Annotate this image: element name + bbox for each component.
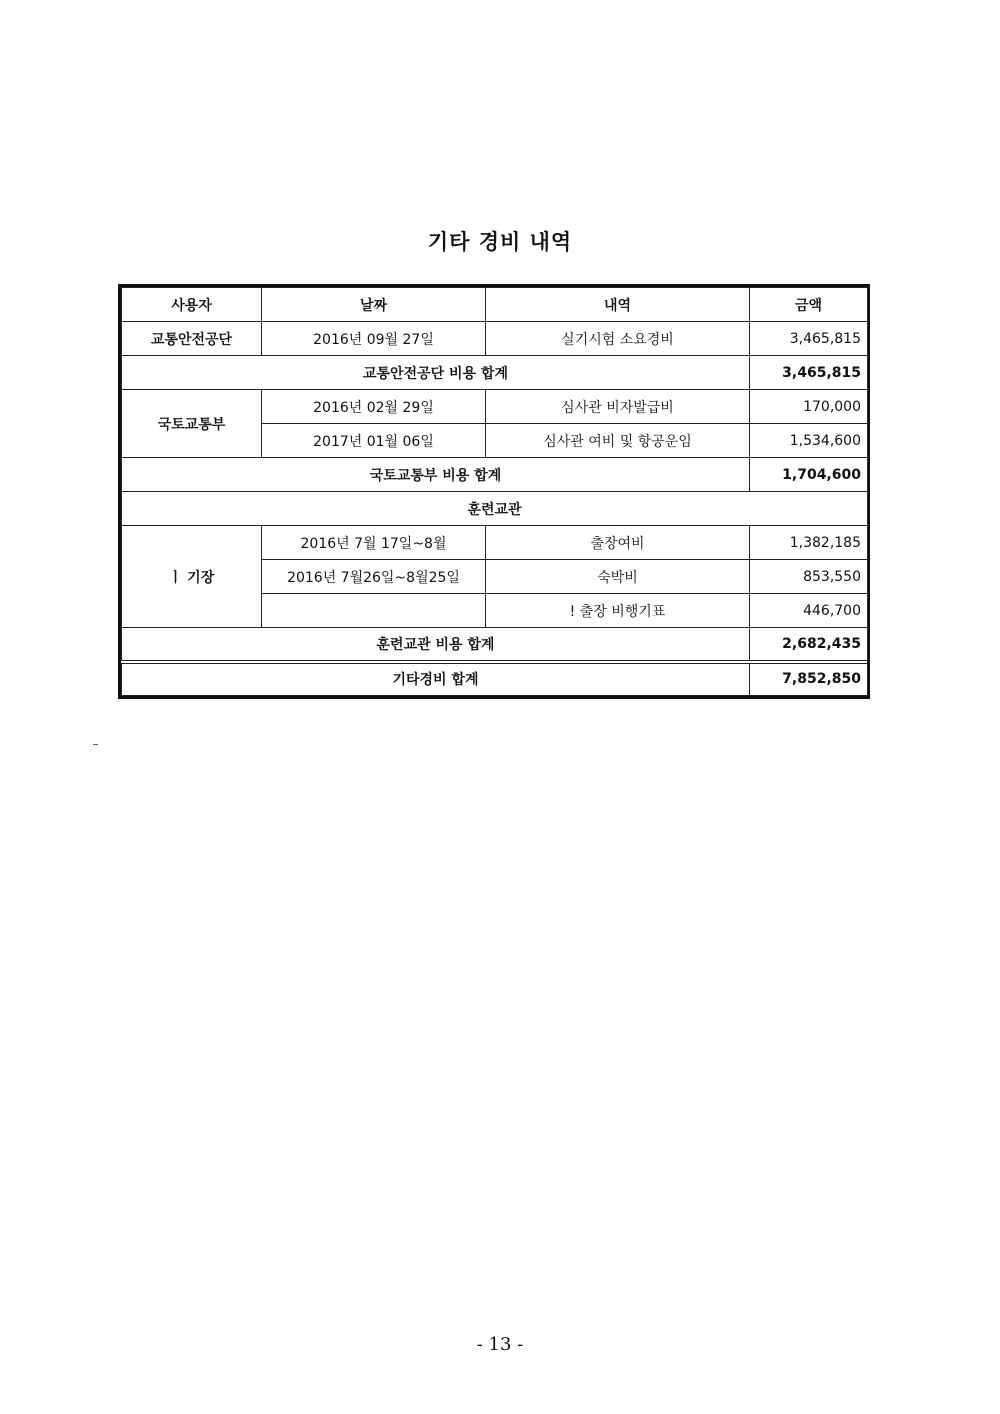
- amount-cell: 1,534,600: [750, 424, 868, 458]
- table-header-row: [122, 288, 868, 322]
- user-cell: 교통안전공단: [122, 322, 262, 356]
- expense-table: [118, 284, 870, 699]
- subtotal-amount: 1,704,600: [750, 458, 868, 492]
- user-cell: ㅣ 기장: [122, 526, 262, 628]
- date-cell: 2016년 09월 27일: [262, 322, 486, 356]
- subtotal-label: 훈련교관 비용 합계: [122, 628, 750, 662]
- header-description: 내역: [486, 288, 750, 322]
- subtotal-row: [122, 356, 868, 390]
- header-amount: 금액: [750, 288, 868, 322]
- user-cell: 국토교통부: [122, 390, 262, 458]
- section-header-row: [122, 492, 868, 526]
- date-cell: 2016년 02월 29일: [262, 390, 486, 424]
- description-cell: 실기시험 소요경비: [486, 322, 750, 356]
- scan-artifact: [93, 744, 98, 745]
- page-number: - 13 -: [476, 1334, 524, 1355]
- description-cell: 심사관 여비 및 항공운임: [486, 424, 750, 458]
- subtotal-label: 국토교통부 비용 합계: [122, 458, 750, 492]
- subtotal-amount: 2,682,435: [750, 628, 868, 662]
- table-row: [122, 390, 868, 424]
- grand-total-amount: 7,852,850: [750, 662, 868, 696]
- date-cell: [262, 594, 486, 628]
- amount-cell: 446,700: [750, 594, 868, 628]
- table-row: [122, 322, 868, 356]
- table-row: [122, 526, 868, 560]
- date-cell: 2016년 7월 17일~8월: [262, 526, 486, 560]
- document-title: 기타 경비 내역: [427, 230, 573, 254]
- subtotal-row: [122, 628, 868, 662]
- subtotal-label: 교통안전공단 비용 합계: [122, 356, 750, 390]
- header-date: 날짜: [262, 288, 486, 322]
- amount-cell: 1,382,185: [750, 526, 868, 560]
- section-header: 훈련교관: [122, 492, 868, 526]
- description-cell: 심사관 비자발급비: [486, 390, 750, 424]
- amount-cell: 3,465,815: [750, 322, 868, 356]
- description-cell: 출장여비: [486, 526, 750, 560]
- date-cell: 2016년 7월26일~8월25일: [262, 560, 486, 594]
- date-cell: 2017년 01월 06일: [262, 424, 486, 458]
- description-cell: 숙박비: [486, 560, 750, 594]
- amount-cell: 853,550: [750, 560, 868, 594]
- subtotal-row: [122, 458, 868, 492]
- description-cell: ! 출장 비행기표: [486, 594, 750, 628]
- grand-total-row: [122, 662, 868, 696]
- amount-cell: 170,000: [750, 390, 868, 424]
- header-user: 사용자: [122, 288, 262, 322]
- grand-total-label: 기타경비 합계: [122, 662, 750, 696]
- subtotal-amount: 3,465,815: [750, 356, 868, 390]
